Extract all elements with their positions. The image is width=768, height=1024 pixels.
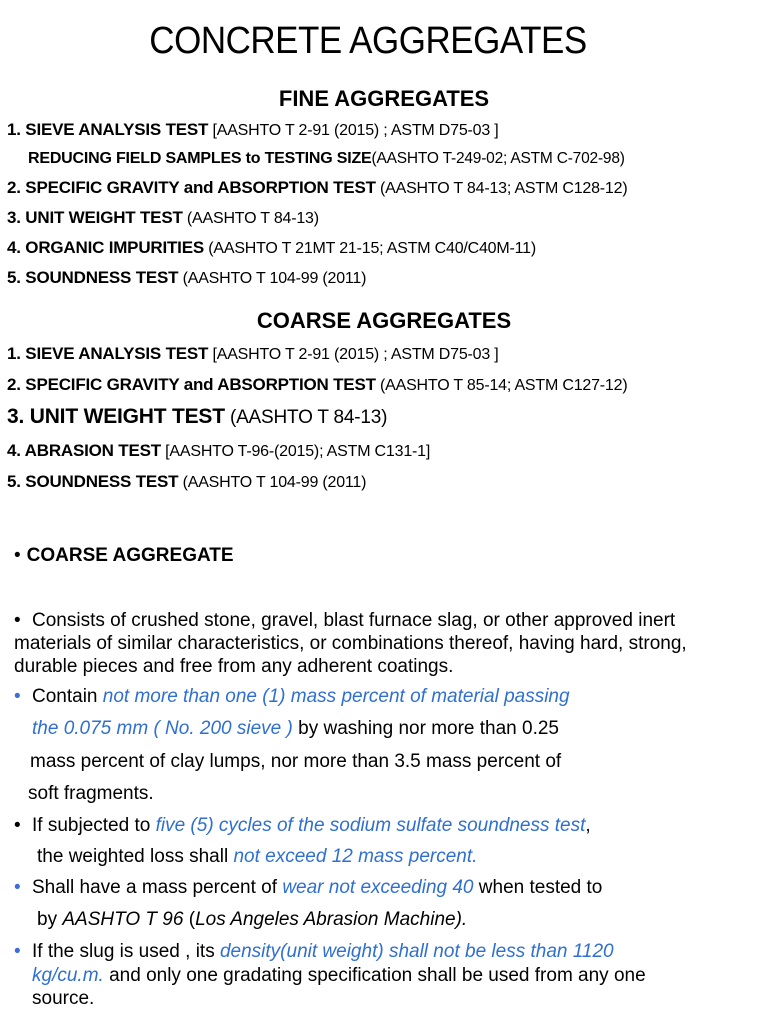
fine-item-1b-ref: (AASHTO T-249-02; ASTM C-702-98) <box>371 150 625 167</box>
fine-item-1b <box>28 150 625 168</box>
bullet-2-line-1 <box>14 686 570 708</box>
coarse-item-2-ref: (AASHTO T 85-14; ASTM C127-12) <box>375 377 628 394</box>
fine-item-5-label: 5. SOUNDNESS TEST <box>7 268 179 287</box>
page-title: CONCRETE AGGREGATES <box>149 20 587 62</box>
fine-item-3 <box>7 208 319 228</box>
bullet-4-pre-2: by <box>37 909 63 930</box>
bullet-2-marker: • <box>14 686 21 707</box>
bullet-5-line-1 <box>14 941 614 963</box>
bullet-4-mid: ( <box>183 909 196 930</box>
bullet-5-marker: • <box>14 941 21 962</box>
bullet-4-marker: • <box>14 877 21 898</box>
coarse-item-1 <box>7 344 499 364</box>
bullet-2-highlight-1: not more than one (1) mass percent of material passing <box>102 686 570 707</box>
fine-item-2 <box>7 178 627 198</box>
bullet-4-highlight-1: wear not exceeding 40 <box>282 877 474 898</box>
bullet-5-line-3: source. <box>32 988 95 1009</box>
bullet-2-line-3: mass percent of clay lumps, nor more than 3.5 mass percent of <box>30 751 562 772</box>
coarse-item-3-label: 3. UNIT WEIGHT TEST <box>7 405 225 428</box>
coarse-item-3-ref: (AASHTO T 84-13) <box>224 407 388 428</box>
coarse-item-4-ref: [AASHTO T-96-(2015); ASTM C131-1] <box>160 443 431 460</box>
fine-item-1 <box>7 120 499 140</box>
coarse-item-4-label: 4. ABRASION TEST <box>7 441 161 460</box>
bullet-1-text: Consists of crushed stone, gravel, blast furnace slag, or other approved inert materials of similar characteristics, or combinations thereof, having hard, strong, durable pieces and free from any adherent coatings. <box>14 610 687 677</box>
bullet-3-line-1 <box>14 815 591 837</box>
bullet-2-post: by washing nor more than 0.25 <box>292 718 560 739</box>
bullet-3-highlight-1: five (5) cycles of the sodium sulfate soundness test <box>155 815 586 836</box>
bullet-4-italic-2: Los Angeles Abrasion Machine). <box>195 909 468 930</box>
coarse-item-3 <box>7 405 387 429</box>
coarse-aggregate-section-heading <box>14 545 234 567</box>
fine-item-5 <box>7 268 366 288</box>
bullet-4-italic-1: AASHTO T 96 <box>62 909 184 930</box>
bullet-5-post: and only one gradating specification shall be used from any one <box>103 965 646 986</box>
bullet-3-post: , <box>585 815 591 836</box>
fine-item-1-label: 1. SIEVE ANALYSIS TEST <box>7 120 209 139</box>
bullet-4-line-2 <box>37 909 467 931</box>
fine-item-1-ref: [AASHTO T 2-91 (2015) ; ASTM D75-03 ] <box>208 122 499 139</box>
coarse-item-2-label: 2. SPECIFIC GRAVITY and ABSORPTION TEST <box>7 375 376 394</box>
coarse-item-2 <box>7 375 627 395</box>
bullet-3-line-2 <box>37 846 477 868</box>
bullet-3-marker: • <box>14 815 21 836</box>
coarse-aggregates-heading: COARSE AGGREGATES <box>256 308 512 333</box>
coarse-item-5 <box>7 472 366 492</box>
fine-aggregates-heading: FINE AGGREGATES <box>278 86 490 111</box>
bullet-5-pre: If the slug is used , its <box>32 941 220 962</box>
bullet-1 <box>14 609 754 678</box>
bullet-2-line-2 <box>32 718 559 740</box>
fine-item-2-label: 2. SPECIFIC GRAVITY and ABSORPTION TEST <box>7 178 376 197</box>
bullet-2-line-4: soft fragments. <box>28 783 154 804</box>
bullet-5-highlight-1: density(unit weight) shall not be less than 1120 <box>219 941 614 962</box>
section-heading-text: COARSE AGGREGATE <box>26 545 234 566</box>
bullet-2-pre: Contain <box>32 686 103 707</box>
fine-item-5-ref: (AASHTO T 104-99 (2011) <box>178 270 367 287</box>
fine-item-3-label: 3. UNIT WEIGHT TEST <box>7 208 183 227</box>
bullet-3-highlight-2: not exceed 12 mass percent. <box>233 846 478 867</box>
bullet-3-pre-2: the weighted loss shall <box>37 846 234 867</box>
bullet-3-pre: If subjected to <box>32 815 156 836</box>
fine-item-4-label: 4. ORGANIC IMPURITIES <box>7 238 204 257</box>
bullet-5-highlight-2: kg/cu.m. <box>32 965 104 986</box>
bullet-4-line-1 <box>14 877 602 899</box>
fine-item-4-ref: (AASHTO T 21MT 21-15; ASTM C40/C40M-11) <box>204 240 536 257</box>
bullet-2-highlight-2: the 0.075 mm ( No. 200 sieve ) <box>32 718 293 739</box>
fine-item-3-ref: (AASHTO T 84-13) <box>182 210 319 227</box>
fine-item-1b-label: REDUCING FIELD SAMPLES to TESTING SIZE <box>28 150 372 167</box>
coarse-item-1-ref: [AASHTO T 2-91 (2015) ; ASTM D75-03 ] <box>208 346 499 363</box>
section-bullet: • <box>14 545 21 566</box>
fine-item-2-ref: (AASHTO T 84-13; ASTM C128-12) <box>375 180 628 197</box>
coarse-item-1-label: 1. SIEVE ANALYSIS TEST <box>7 344 209 363</box>
bullet-1-marker: • <box>14 610 21 631</box>
coarse-item-4 <box>7 441 430 461</box>
fine-item-4 <box>7 238 536 258</box>
bullet-4-post: when tested to <box>473 877 603 898</box>
bullet-5-line-2 <box>32 965 646 987</box>
bullet-4-pre: Shall have a mass percent of <box>32 877 283 898</box>
coarse-item-5-label: 5. SOUNDNESS TEST <box>7 472 179 491</box>
coarse-item-5-ref: (AASHTO T 104-99 (2011) <box>178 474 367 491</box>
